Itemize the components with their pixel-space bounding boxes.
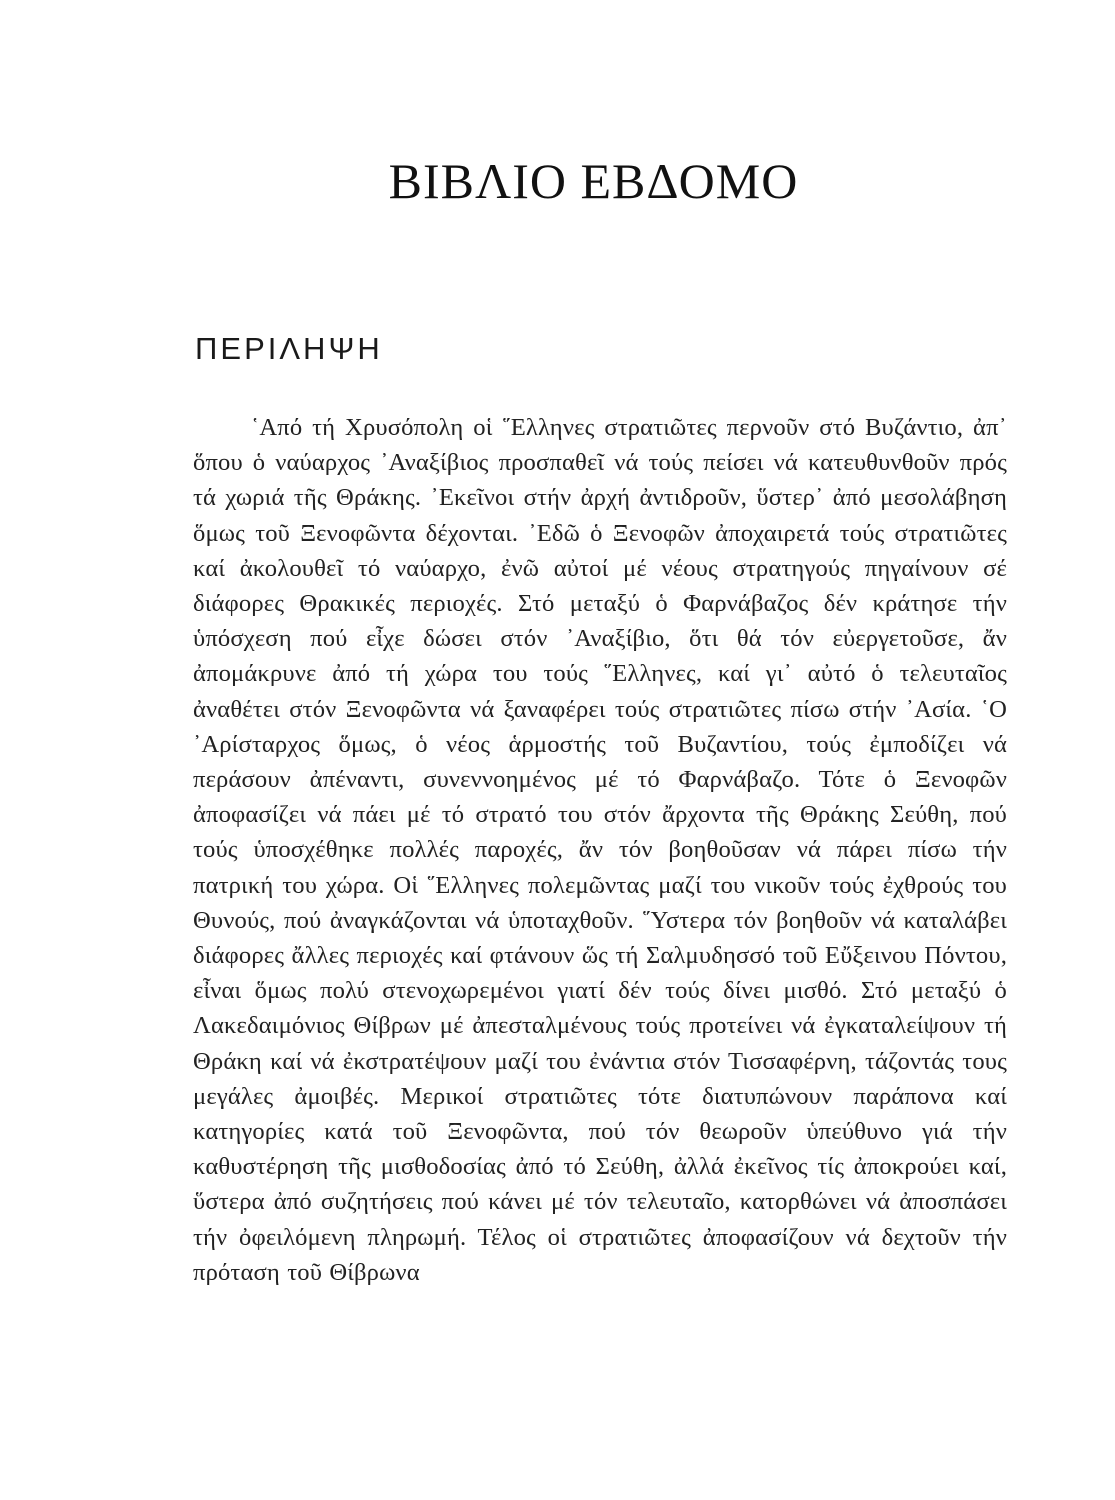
summary-paragraph: ῾Από τή Χρυσόπολη οἱ ῞Ελληνες στρατιῶτες περνοῦν στό Βυζάντιο, ἀπ᾽ ὅπου ὁ ναύαρχος ᾽Αναξίβιος προσπαθεῖ νά τούς πείσει νά κατευθυνθοῦν πρός τά χωριά τῆς Θράκης. ᾽Εκεῖνοι στήν ἀρχή ἀντιδροῦν, ὕστερ᾽ ἀπό μεσολάβηση ὅμως τοῦ Ξενοφῶντα δέχονται. ᾽Εδῶ ὁ Ξενοφῶν ἀποχαιρετά τούς στρατιῶτες καί ἀκολουθεῖ τό ναύαρχο, ἐνῶ αὐτοί μέ νέους στρατηγούς πηγαίνουν σέ διάφορες Θρακικές περιοχές. Στό μεταξύ ὁ Φαρνάβαζος δέν κράτησε τήν ὑπόσχεση πού εἶχε δώσει στόν ᾽Αναξίβιο, ὅτι θά τόν εὐεργετοῦσε, ἄν ἀπομάκρυνε ἀπό τή χώρα του τούς ῞Ελληνες, καί γι᾽ αὐτό ὁ τελευταῖος ἀναθέτει στόν Ξενοφῶντα νά ξαναφέρει τούς στρατιῶτες πίσω στήν ᾽Ασία. ῾Ο ᾽Αρίσταρχος ὅμως, ὁ νέος ἁρμοστής τοῦ Βυζαντίου, τούς ἐμποδίζει νά περάσουν ἀπέναντι, συνεννοημένος μέ τό Φαρνάβαζο. Τότε ὁ Ξενοφῶν ἀποφασίζει νά πάει μέ τό στρατό του στόν ἄρχοντα τῆς Θράκης Σεύθη, πού τούς ὑποσχέθηκε πολλές παροχές, ἄν τόν βοηθοῦσαν νά πάρει πίσω τήν πατρική του χώρα. Οἱ ῞Ελληνες πολεμῶντας μαζί του νικοῦν τούς ἐχθρούς του Θυνούς, πού ἀναγκάζονται νά ὑποταχθοῦν. ῞Υστερα τόν βοηθοῦν νά καταλάβει διάφορες ἄλλες περιοχές καί φτάνουν ὥς τή Σαλμυδησσό τοῦ Εὔξεινου Πόντου, εἶναι ὅμως πολύ στενοχωρεμένοι γιατί δέν τούς δίνει μισθό. Στό μεταξύ ὁ Λακεδαιμόνιος Θίβρων μέ ἀπεσταλμένους τούς προτείνει νά ἐγκαταλείψουν τή Θράκη καί νά ἐκστρατέψουν μαζί του ἐνάντια στόν Τισσαφέρνη, τάζοντάς τους μεγάλες ἀμοιβές. Μερικοί στρατιῶτες τότε διατυπώνουν παράπονα καί κατηγορίες κατά τοῦ Ξενοφῶντα, πού τόν θεωροῦν ὑπεύθυνο γιά τήν καθυστέρηση τῆς μισθοδοσίας ἀπό τό Σεύθη, ἀλλά ἐκεῖνος τίς ἀποκρούει καί, ὕστερα ἀπό συζητήσεις πού κάνει μέ τόν τελευταῖο, κατορθώνει νά ἀποσπάσει τήν ὀφειλόμενη πληρωμή. Τέλος οἱ στρατιῶτες ἀποφασίζουν νά δεχτοῦν τήν πρόταση τοῦ Θίβρωνα — [193, 414, 1007, 1286]
section-heading: ΠΕΡΙΛΗΨΗ — [195, 331, 383, 366]
book-title: ΒΙΒΛΙΟ ΕΒΔΟΜΟ — [388, 153, 799, 209]
